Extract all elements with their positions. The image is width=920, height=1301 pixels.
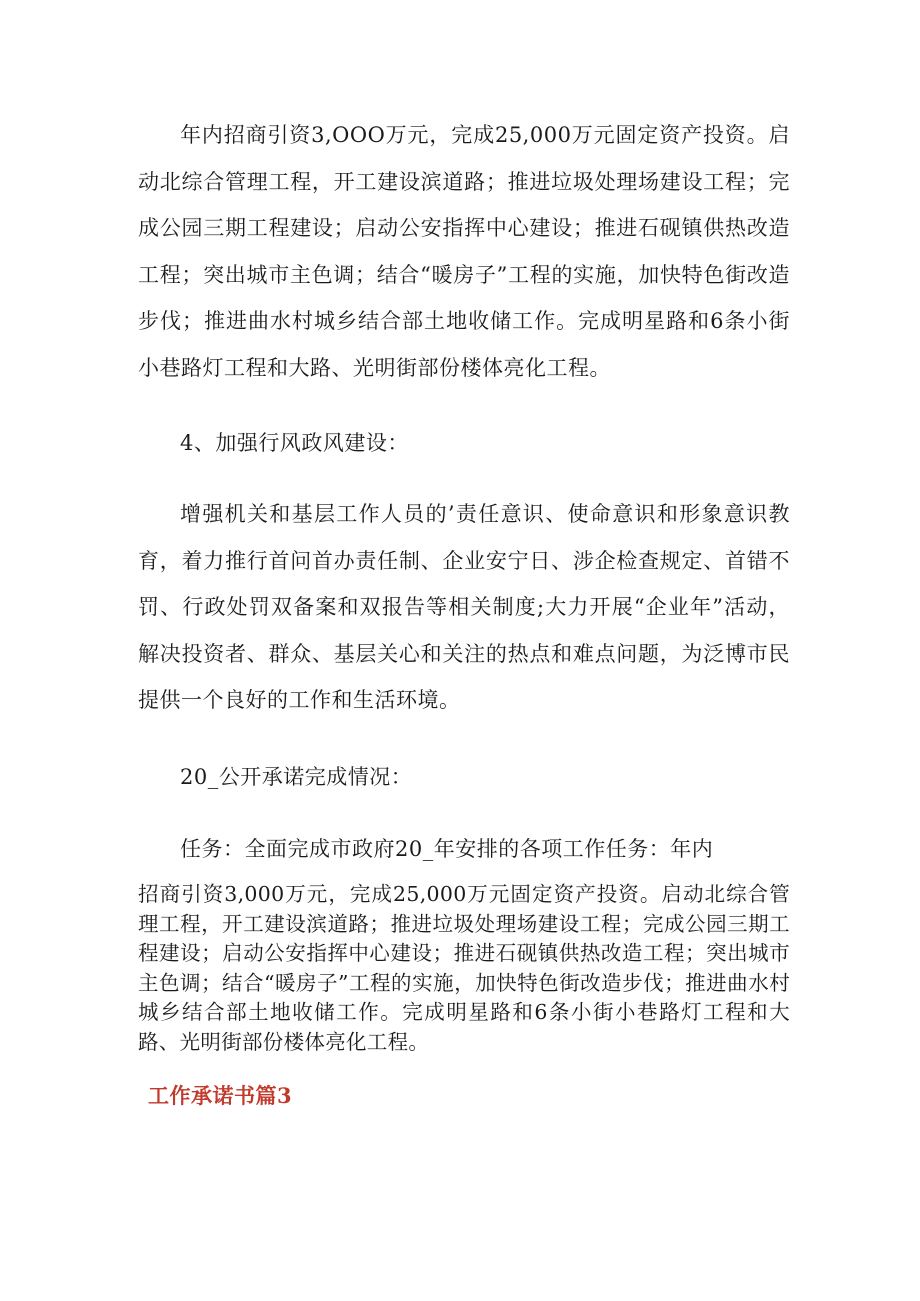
section-heading: 工作承诺书篇3 — [148, 1083, 293, 1108]
paragraph-conduct-building: 增强机关和基层工作人员的’责任意识、使命意识和形象意识教育，着力推行首问首办责任制、企业安宁日、涉企检查规定、首错不罚、行政处罚双备案和双报告等相关制度;大力开展“企业年”活动，解决投资者、群众、基层关心和关注的热点和难点问题，为泛博市民提供一个良好的工作和生活环境。 — [138, 502, 790, 713]
paragraph-investment-plan: 年内招商引资3,OOO万元，完成25,000万元固定资产投资。启动北综合管理工程，开工建设滨道路；推进垃圾处理场建设工程；完成公园三期工程建设；启动公安指挥中心建设；推进石砚镇供热改造工程；突出城市主色调；结合“暖房子”工程的实施，加快特色街改造步伐；推进曲水村城乡结合部土地收储工作。完成明星路和6条小街小巷路灯工程和大路、光明街部份楼体亮化工程。 — [138, 123, 790, 380]
paragraph-task-intro: 任务：全面完成市政府20_年安排的各项工作任务：年内 — [180, 837, 714, 861]
paragraph-commitment-status-title: 20_公开承诺完成情况： — [180, 765, 413, 789]
paragraph-section-4-title: 4、加强行风政风建设： — [180, 431, 409, 455]
paragraph-task-detail: 招商引资3,000万元，完成25,000万元固定资产投资。启动北综合管理工程，开工建设滨道路；推进垃圾处理场建设工程；完成公园三期工程建设；启动公安指挥中心建设；推进石砚镇供热改造工程；突出城市主色调；结合“暖房子”工程的实施，加快特色街改造步伐；推进曲水村城乡结合部土地收储工作。完成明星路和6条小街小巷路灯工程和大路、光明街部份楼体亮化工程。 — [138, 882, 790, 1054]
